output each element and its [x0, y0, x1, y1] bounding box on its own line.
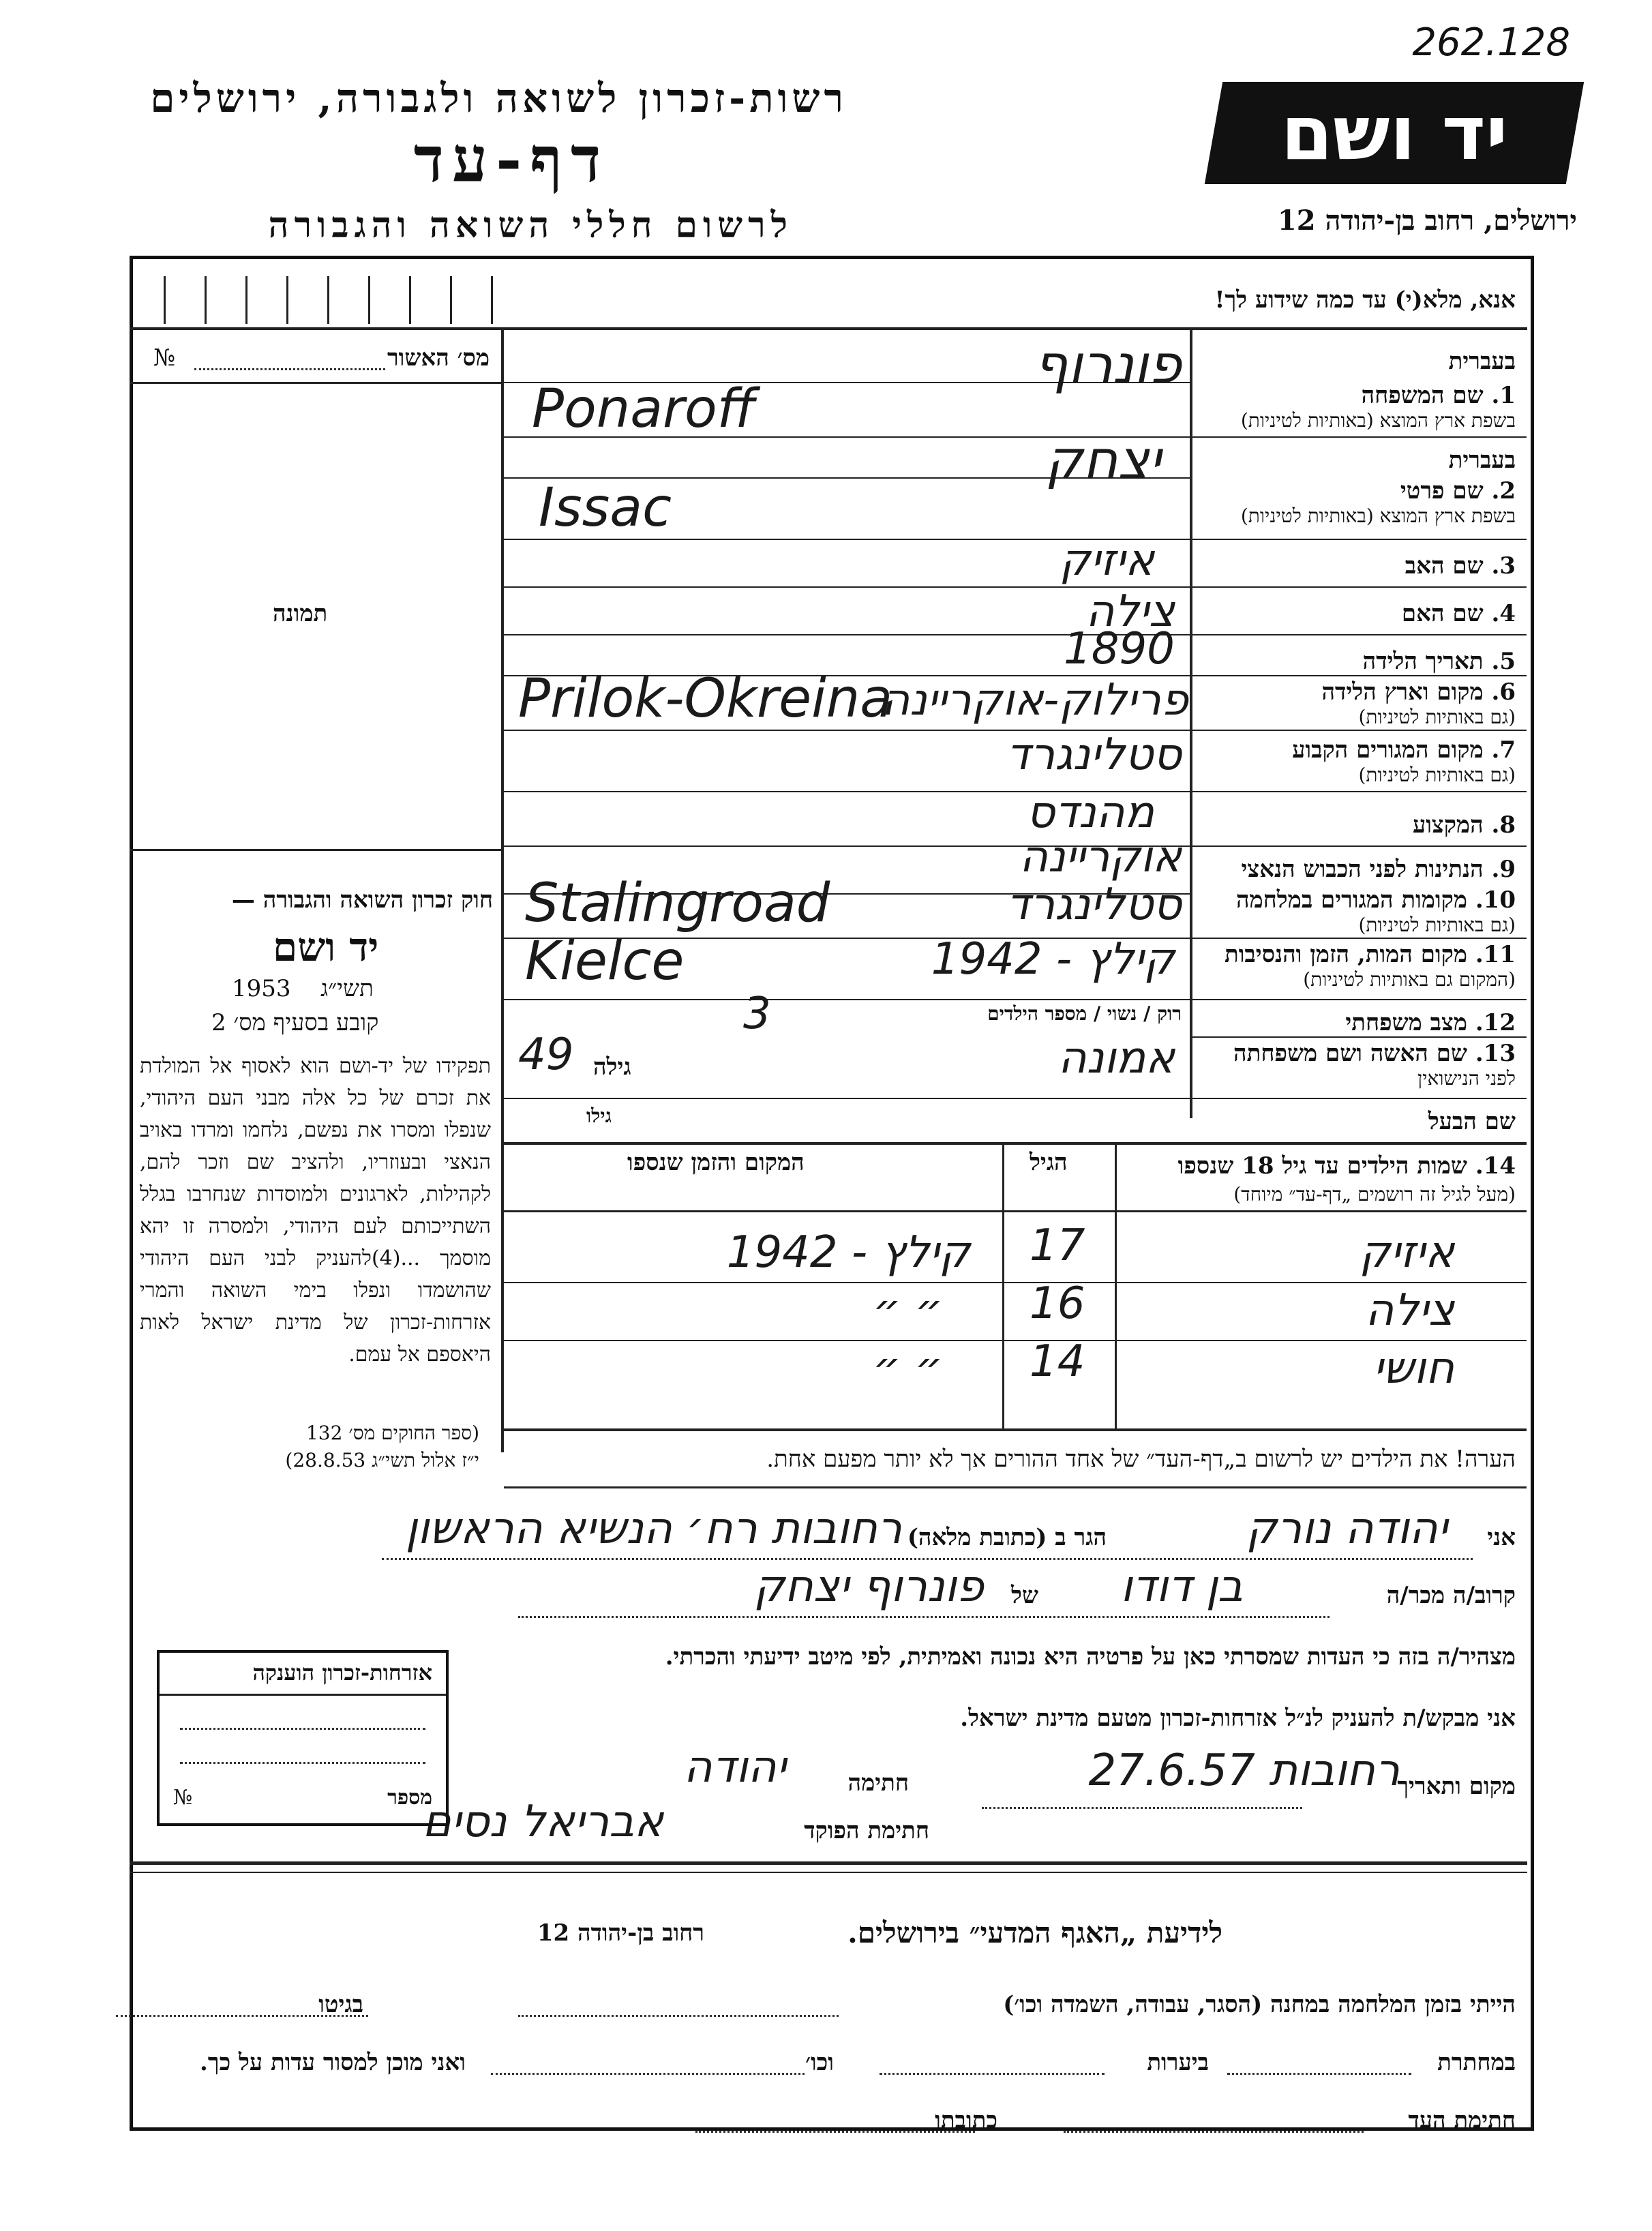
footer-camp-label: הייתי בזמן המלחמה במחנה (הסגר, עבודה, השמדה וכו׳)	[1003, 1991, 1516, 2018]
family-name-sub: בשפת ארץ המוצא (באותיות לטיניות)	[1240, 409, 1516, 432]
place-date-label: מקום ותאריך	[1397, 1773, 1516, 1800]
residence-value[interactable]: סטלינגרד	[1006, 730, 1182, 780]
logo-text: יד ושם	[1280, 89, 1508, 177]
note-text: הערה! את הילדים יש לרשום ב„דף-העד״ של אחד ההורים אך לא יותר מפעם אחת.	[766, 1446, 1516, 1473]
footer-title: לידיעת „האגף המדעי״ בירושלים.	[847, 1916, 1222, 1949]
declarant-address[interactable]: רחובות רח׳ הנשיא הראשון	[405, 1503, 902, 1554]
citizenship-box	[157, 1650, 449, 1826]
relative-value[interactable]: בן דודו	[1120, 1561, 1243, 1612]
relative-label: קרוב/ה מכר/ה	[1386, 1582, 1516, 1609]
residence-sub: (גם באותיות לטיניות)	[1358, 764, 1516, 786]
in-hebrew-label-2: בעברית	[1448, 447, 1516, 474]
wife-age-label: גילה	[593, 1053, 631, 1081]
etc-field[interactable]	[491, 2073, 805, 2075]
photo-area	[130, 384, 501, 848]
family-name-hebrew-value[interactable]: פונרוף	[1034, 334, 1182, 395]
organization-name: רשות-זכרון לשואה ולגבורה, ירושלים	[150, 75, 847, 121]
col-place-header: המקום והזמן שנספו	[627, 1149, 805, 1176]
citizenship-number-label: מספר	[387, 1786, 432, 1810]
footer-forests-label: ביערות	[1147, 2049, 1209, 2076]
child-1-name[interactable]: איזיק	[1360, 1227, 1454, 1278]
witness-signature-field[interactable]	[1064, 2131, 1364, 2133]
wife-name-label: 13. שם האשה ושם משפחתה	[1233, 1040, 1516, 1067]
footer-witness-signature-label: חתימת העד	[1408, 2107, 1516, 2134]
birth-place-hebrew-value[interactable]: פרילוק-אוקריינה	[881, 675, 1188, 725]
law-reference-1: (ספר החוקים מס׳ 132	[305, 1422, 479, 1444]
wife-age-value[interactable]: 49	[518, 1030, 574, 1080]
child-3-name[interactable]: חושי	[1373, 1343, 1454, 1394]
war-residence-label: 10. מקומות המגורים במלחמה	[1235, 886, 1516, 914]
of-label: של	[1011, 1582, 1038, 1609]
birth-date-label: 5. תאריך הלידה	[1362, 648, 1516, 675]
family-name-latin-value[interactable]: Ponaroff	[532, 378, 756, 440]
law-text: תפקידו של יד-ושם הוא לאסוף אל המולדת את זכרם של כל אלה מבני העם היהודי, שנפלו ומסרו את נפשם, נלחמו ומרדו באויב הנאצי ובעוזריו, ולהציב שם וזכר להם, לקהילות, לארגונים ולמוסדות שנחרבו בגלל השתייכותם לעם היהודי, ולמסרה זו יהא מוסמך ...(4)להעניק לבני העם היהודי שהושמדו ונפלו בימי השואה והמרי אזרחות-זכרון של מדינת ישראל לאות היאספם אל עמם.	[140, 1054, 491, 1366]
birth-place-latin-value[interactable]: Prilok-Okreina	[518, 668, 893, 730]
citizenship-request: אני מבקש/ת להעניק לנ״ל אזרחות-זכרון מטעם מדינת ישראל.	[960, 1705, 1516, 1732]
witness-address-field[interactable]	[695, 2131, 975, 2133]
marital-status-label: 12. מצב משפחתי	[1345, 1009, 1516, 1036]
marital-options-label: רוק / נשוי / מספר הילדים	[987, 1002, 1182, 1025]
footer-etc-label: וכו׳	[805, 2049, 834, 2076]
camp-field[interactable]	[518, 2015, 839, 2017]
signature-label: חתימה	[847, 1769, 909, 1797]
declarant-label: אני	[1487, 1524, 1516, 1551]
footer-address: רחוב בן-יהודה 12	[537, 1919, 704, 1947]
left-panel-border	[501, 327, 504, 1452]
declaration-statement: מצהיר/ה בזה כי העדות שמסרתי כאן על פרטיה היא נכונה ואמיתית, לפי מיטב ידיעתי והכרתי.	[665, 1643, 1516, 1671]
underground-field[interactable]	[1227, 2073, 1411, 2075]
col-age-header: הגיל	[1030, 1149, 1068, 1176]
residence-decl-label: הגר ב (כתובת מלאה)	[907, 1524, 1107, 1551]
header-address: ירושלים, רחוב בן-יהודה 12	[1277, 205, 1577, 237]
forests-field[interactable]	[880, 2073, 1105, 2075]
child-3-place[interactable]: ״ ״	[873, 1343, 943, 1394]
wife-name-sub: לפני הנישואין	[1417, 1067, 1516, 1090]
law-title: חוק זכרון השואה והגבורה —	[231, 886, 493, 914]
intro-text: אנא, מלא(י) עד כמה שידוע לך!	[1214, 286, 1516, 314]
war-residence-hebrew-value[interactable]: סטלינגרד	[1006, 880, 1182, 930]
death-place-sub: (המקום גם באותיות לטיניות)	[1303, 968, 1516, 991]
ghetto-field[interactable]	[116, 2015, 368, 2017]
official-signature[interactable]: אבריאל נסים	[422, 1797, 663, 1847]
birth-date-value[interactable]: 1890	[1064, 624, 1175, 674]
citizenship-number-symbol: №	[173, 1786, 193, 1810]
footer-underground-label: במחתרת	[1437, 2049, 1516, 2076]
law-reference-2: י״ז אלול תשי״ג 28.8.53)	[285, 1449, 479, 1471]
children-count-value[interactable]: 3	[743, 989, 771, 1039]
mother-name-value[interactable]: צילה	[1085, 586, 1175, 637]
top-divider	[130, 327, 1527, 330]
footer-witness-address-label: כתובתו	[935, 2107, 997, 2134]
death-place-hebrew-value[interactable]: קילץ - 1942	[931, 934, 1175, 985]
husband-name-label: שם הבעל	[1428, 1108, 1516, 1135]
tick-row	[136, 273, 518, 327]
approval-number-field[interactable]	[194, 368, 385, 370]
footer-ghetto-label: בגיטו	[318, 1991, 363, 2018]
declarant-name[interactable]: יהודה נורק	[1246, 1503, 1447, 1554]
war-residence-sub: (גם באותיות לטיניות)	[1358, 914, 1516, 936]
form-title: דף-עד	[413, 123, 610, 196]
law-year: 1953	[232, 975, 291, 1002]
war-residence-latin-value[interactable]: Stalingroad	[525, 873, 830, 934]
child-2-name[interactable]: צילה	[1365, 1285, 1454, 1336]
number-symbol: №	[153, 344, 176, 372]
nationality-label: 9. הנתינות לפני הכבוש הנאצי	[1241, 856, 1516, 883]
birth-place-sub: (גם באותיות לטיניות)	[1358, 706, 1516, 728]
father-name-label: 3. שם האב	[1405, 552, 1516, 580]
form-subtitle: לרשום חללי השואה והגבורה	[268, 205, 793, 246]
place-date-value[interactable]: רחובות 27.6.57	[1088, 1746, 1400, 1796]
child-3-age[interactable]: 14	[1030, 1336, 1085, 1387]
first-name-sub: בשפת ארץ המוצא (באותיות לטיניות)	[1240, 505, 1516, 527]
residence-label: 7. מקום המגורים הקבוע	[1292, 736, 1516, 764]
official-signature-label: חתימת הפוקד	[804, 1817, 929, 1844]
citizenship-box-title: אזרחות-זכרון הוענקה	[252, 1660, 432, 1686]
profession-value[interactable]: מהנדס	[1026, 788, 1154, 838]
husband-age-label: גילו	[586, 1105, 612, 1127]
death-place-latin-value[interactable]: Kielce	[525, 931, 685, 992]
law-year-hebrew: תשי״ג	[320, 975, 374, 1002]
first-name-latin-value[interactable]: Issac	[539, 477, 672, 539]
first-name-label: 2. שם פרטי	[1400, 477, 1516, 505]
child-1-place[interactable]: קילץ - 1942	[726, 1227, 970, 1278]
declarant-signature[interactable]: יהודה	[683, 1742, 786, 1793]
death-place-label: 11. מקום המות, הזמן והנסיבות	[1224, 941, 1516, 968]
yad-vashem-logo	[1205, 82, 1584, 184]
law-name: יד ושם	[273, 924, 379, 970]
child-1-age[interactable]: 17	[1030, 1221, 1085, 1271]
first-name-hebrew-value[interactable]: יצחק	[1045, 430, 1161, 491]
father-name-value[interactable]: איזיק	[1060, 535, 1154, 586]
profession-label: 8. המקצוע	[1412, 811, 1516, 839]
child-2-place[interactable]: ״ ״	[873, 1285, 943, 1336]
children-label: 14. שמות הילדים עד גיל 18 שנספו	[1177, 1152, 1516, 1180]
child-2-age[interactable]: 16	[1030, 1278, 1085, 1329]
in-hebrew-label-1: בעברית	[1448, 348, 1516, 375]
photo-label: תמונה	[273, 600, 328, 627]
wife-name-value[interactable]: אמונה	[1057, 1033, 1175, 1083]
mother-name-label: 4. שם האם	[1401, 600, 1516, 627]
nationality-value[interactable]: אוקריינה	[1019, 832, 1182, 882]
birth-place-label: 6. מקום וארץ הלידה	[1321, 678, 1516, 706]
deceased-name[interactable]: פונרוף יצחק	[753, 1561, 984, 1612]
footer-testify-label: ואני מוכן למסור עדות על כך.	[200, 2049, 466, 2076]
approval-number-label: מס׳ האשור	[387, 344, 490, 372]
children-sub: (מעל לגיל זה רושמים „דף-עד״ מיוחד)	[1233, 1183, 1516, 1206]
law-clause: קובע בסעיף מס׳ 2	[211, 1009, 379, 1036]
archive-number: 262.128	[1412, 20, 1570, 65]
family-name-label: 1. שם המשפחה	[1361, 382, 1516, 409]
